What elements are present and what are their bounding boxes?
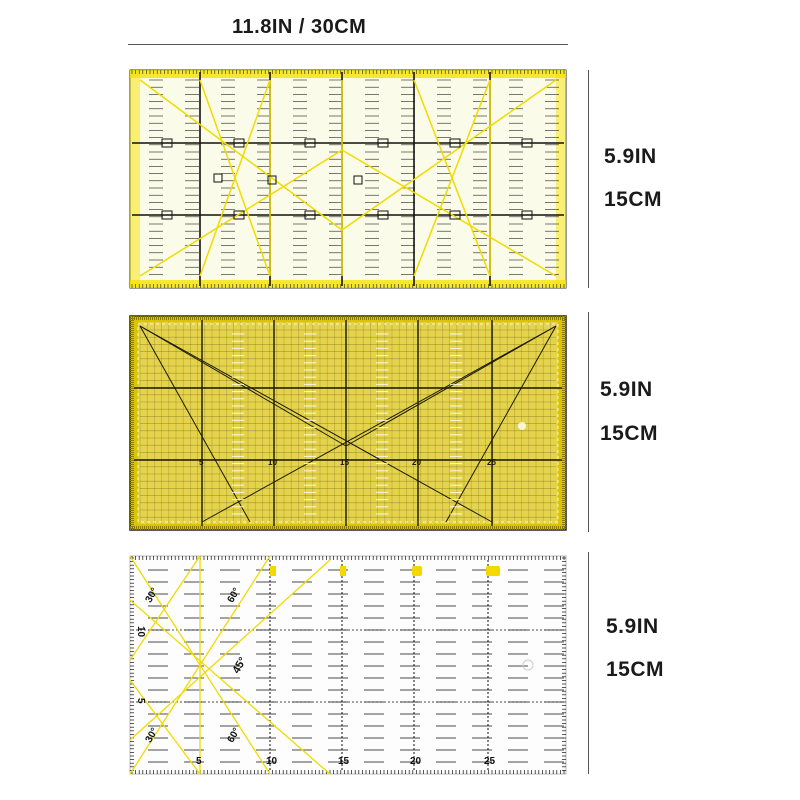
- ruler-bottom-image: [130, 556, 566, 774]
- bottom-ruler-angle: 60°: [225, 726, 243, 745]
- ruler-top-inch-label: 5.9IN: [604, 145, 657, 168]
- middle-ruler-number: 5: [199, 458, 204, 467]
- width-dimension-label: 11.8IN / 30CM: [232, 16, 367, 38]
- bottom-ruler-angle: 30°: [143, 726, 161, 745]
- bottom-ruler-number: 10: [266, 756, 278, 767]
- bottom-ruler-angle: 45°: [230, 655, 250, 676]
- middle-ruler-number: 10: [268, 458, 277, 467]
- ruler-bottom-cm-label: 15CM: [606, 658, 665, 681]
- bottom-ruler-angle: 30°: [143, 586, 161, 605]
- bottom-ruler-side-number: 10: [135, 626, 146, 638]
- ruler-bottom-inch-label: 5.9IN: [606, 615, 659, 638]
- bottom-ruler-number: 25: [484, 756, 496, 767]
- ruler-middle-image: [130, 316, 566, 530]
- ruler-middle-cm-label: 15CM: [600, 422, 659, 445]
- ruler-top-image: [130, 70, 566, 288]
- bottom-ruler-side-number: 5: [135, 698, 146, 704]
- middle-ruler-number: 25: [487, 458, 496, 467]
- bottom-ruler-number: 5: [196, 756, 202, 767]
- bottom-ruler-angle: 60°: [225, 586, 243, 605]
- bottom-ruler-number: 20: [410, 756, 422, 767]
- ruler-top-cm-label: 15CM: [604, 188, 663, 211]
- middle-ruler-number: 20: [412, 458, 421, 467]
- middle-ruler-number: 15: [340, 458, 349, 467]
- bottom-ruler-number: 15: [338, 756, 350, 767]
- ruler-middle-inch-label: 5.9IN: [600, 378, 653, 401]
